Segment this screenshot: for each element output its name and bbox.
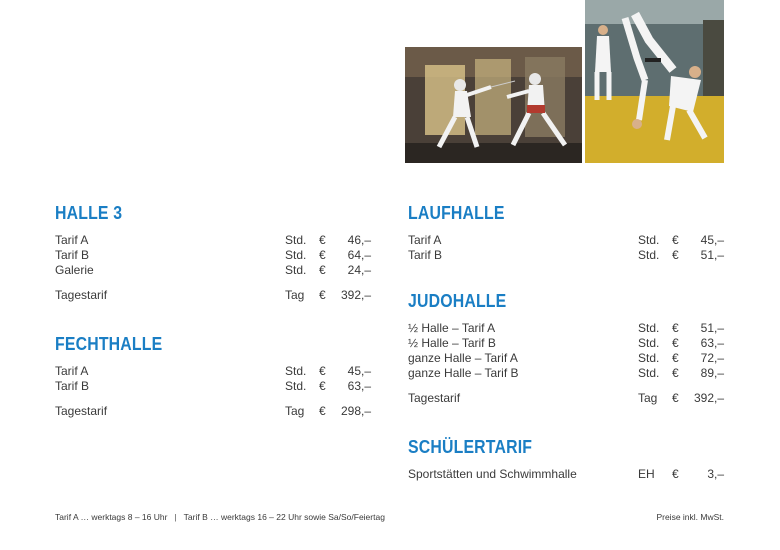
footer-vat-note: Preise inkl. MwSt.: [656, 512, 724, 522]
row-unit: Std.: [638, 351, 660, 365]
row-price: 45,–: [700, 233, 724, 247]
section-title: HALLE 3: [55, 203, 123, 223]
price-row: [408, 366, 724, 381]
row-unit: Std.: [285, 248, 307, 262]
row-currency: €: [319, 288, 326, 302]
row-currency: €: [672, 391, 679, 405]
section-schuelertarif: [408, 436, 724, 482]
row-price: 63,–: [347, 379, 371, 393]
row-label: ganze Halle – Tarif A: [408, 351, 518, 365]
row-label: ganze Halle – Tarif B: [408, 366, 519, 380]
row-price: 89,–: [700, 366, 724, 380]
row-currency: €: [672, 351, 679, 365]
row-label: Galerie: [55, 263, 94, 277]
row-currency: €: [319, 404, 326, 418]
row-price: 392,–: [693, 391, 724, 405]
price-row: [408, 336, 724, 351]
row-unit: Std.: [638, 336, 660, 350]
row-unit: Std.: [285, 379, 307, 393]
price-row: [55, 379, 371, 394]
footer-tarif-a: Tarif A … werktags 8 – 16 Uhr: [55, 512, 168, 522]
row-label: ½ Halle – Tarif B: [408, 336, 496, 350]
row-price: 63,–: [700, 336, 724, 350]
price-row: [408, 467, 724, 482]
section-fechthalle: [55, 333, 371, 419]
row-label: Tarif B: [408, 248, 443, 262]
judo-photo: [585, 0, 724, 163]
row-unit: Std.: [638, 321, 660, 335]
price-row: [408, 351, 724, 366]
price-row: [55, 364, 371, 379]
footer-separator: |: [174, 512, 177, 522]
price-row: [55, 248, 371, 263]
row-unit: EH: [638, 467, 655, 481]
row-label: ½ Halle – Tarif A: [408, 321, 496, 335]
section-laufhalle: [408, 202, 724, 263]
row-currency: €: [319, 248, 326, 262]
row-price: 45,–: [347, 364, 371, 378]
row-label: Tarif B: [55, 379, 90, 393]
row-price: 51,–: [700, 321, 724, 335]
row-currency: €: [319, 379, 326, 393]
footer-tariff-legend: [55, 512, 385, 522]
section-title: FECHTHALLE: [55, 334, 163, 354]
row-unit: Std.: [285, 233, 307, 247]
price-row: [55, 263, 371, 278]
day-rate-row: [55, 288, 371, 303]
day-rate-row: [408, 391, 724, 406]
row-label: Tarif A: [55, 233, 89, 247]
row-price: 24,–: [347, 263, 371, 277]
row-label: Tarif A: [55, 364, 89, 378]
row-unit: Std.: [285, 263, 307, 277]
row-unit: Std.: [638, 248, 660, 262]
section-title: SCHÜLERTARIF: [408, 437, 533, 457]
price-row: [408, 233, 724, 248]
row-unit: Std.: [285, 364, 307, 378]
price-row: [55, 233, 371, 248]
row-unit: Std.: [638, 233, 660, 247]
row-price: 298,–: [340, 404, 371, 418]
row-currency: €: [672, 467, 679, 481]
price-row: [408, 248, 724, 263]
row-currency: €: [319, 364, 326, 378]
row-price: 392,–: [340, 288, 371, 302]
row-price: 51,–: [700, 248, 724, 262]
section-title: JUDOHALLE: [408, 291, 507, 311]
row-price: 46,–: [347, 233, 371, 247]
section-title: LAUFHALLE: [408, 203, 505, 223]
row-label: Tagestarif: [408, 391, 461, 405]
row-currency: €: [672, 366, 679, 380]
section-halle-3: [55, 202, 371, 303]
row-unit: Std.: [638, 366, 660, 380]
row-unit: Tag: [285, 288, 305, 302]
row-currency: €: [319, 233, 326, 247]
row-label: Tarif A: [408, 233, 442, 247]
fencing-photo: [405, 47, 582, 163]
row-price: 64,–: [347, 248, 371, 262]
row-label: Sportstätten und Schwimmhalle: [408, 467, 577, 481]
row-currency: €: [672, 336, 679, 350]
row-label: Tagestarif: [55, 288, 108, 302]
footer-tarif-b: Tarif B … werktags 16 – 22 Uhr sowie Sa/So/Feiertag: [183, 512, 385, 522]
row-currency: €: [672, 321, 679, 335]
price-row: [408, 321, 724, 336]
row-currency: €: [672, 233, 679, 247]
row-currency: €: [672, 248, 679, 262]
judo-illustration: [585, 0, 724, 163]
row-unit: Tag: [285, 404, 305, 418]
row-unit: Tag: [638, 391, 658, 405]
row-label: Tarif B: [55, 248, 90, 262]
section-judohalle: [408, 290, 724, 406]
day-rate-row: [55, 404, 371, 419]
row-price: 3,–: [707, 467, 724, 481]
row-label: Tagestarif: [55, 404, 108, 418]
row-price: 72,–: [700, 351, 724, 365]
row-currency: €: [319, 263, 326, 277]
fencing-illustration: [405, 47, 582, 163]
